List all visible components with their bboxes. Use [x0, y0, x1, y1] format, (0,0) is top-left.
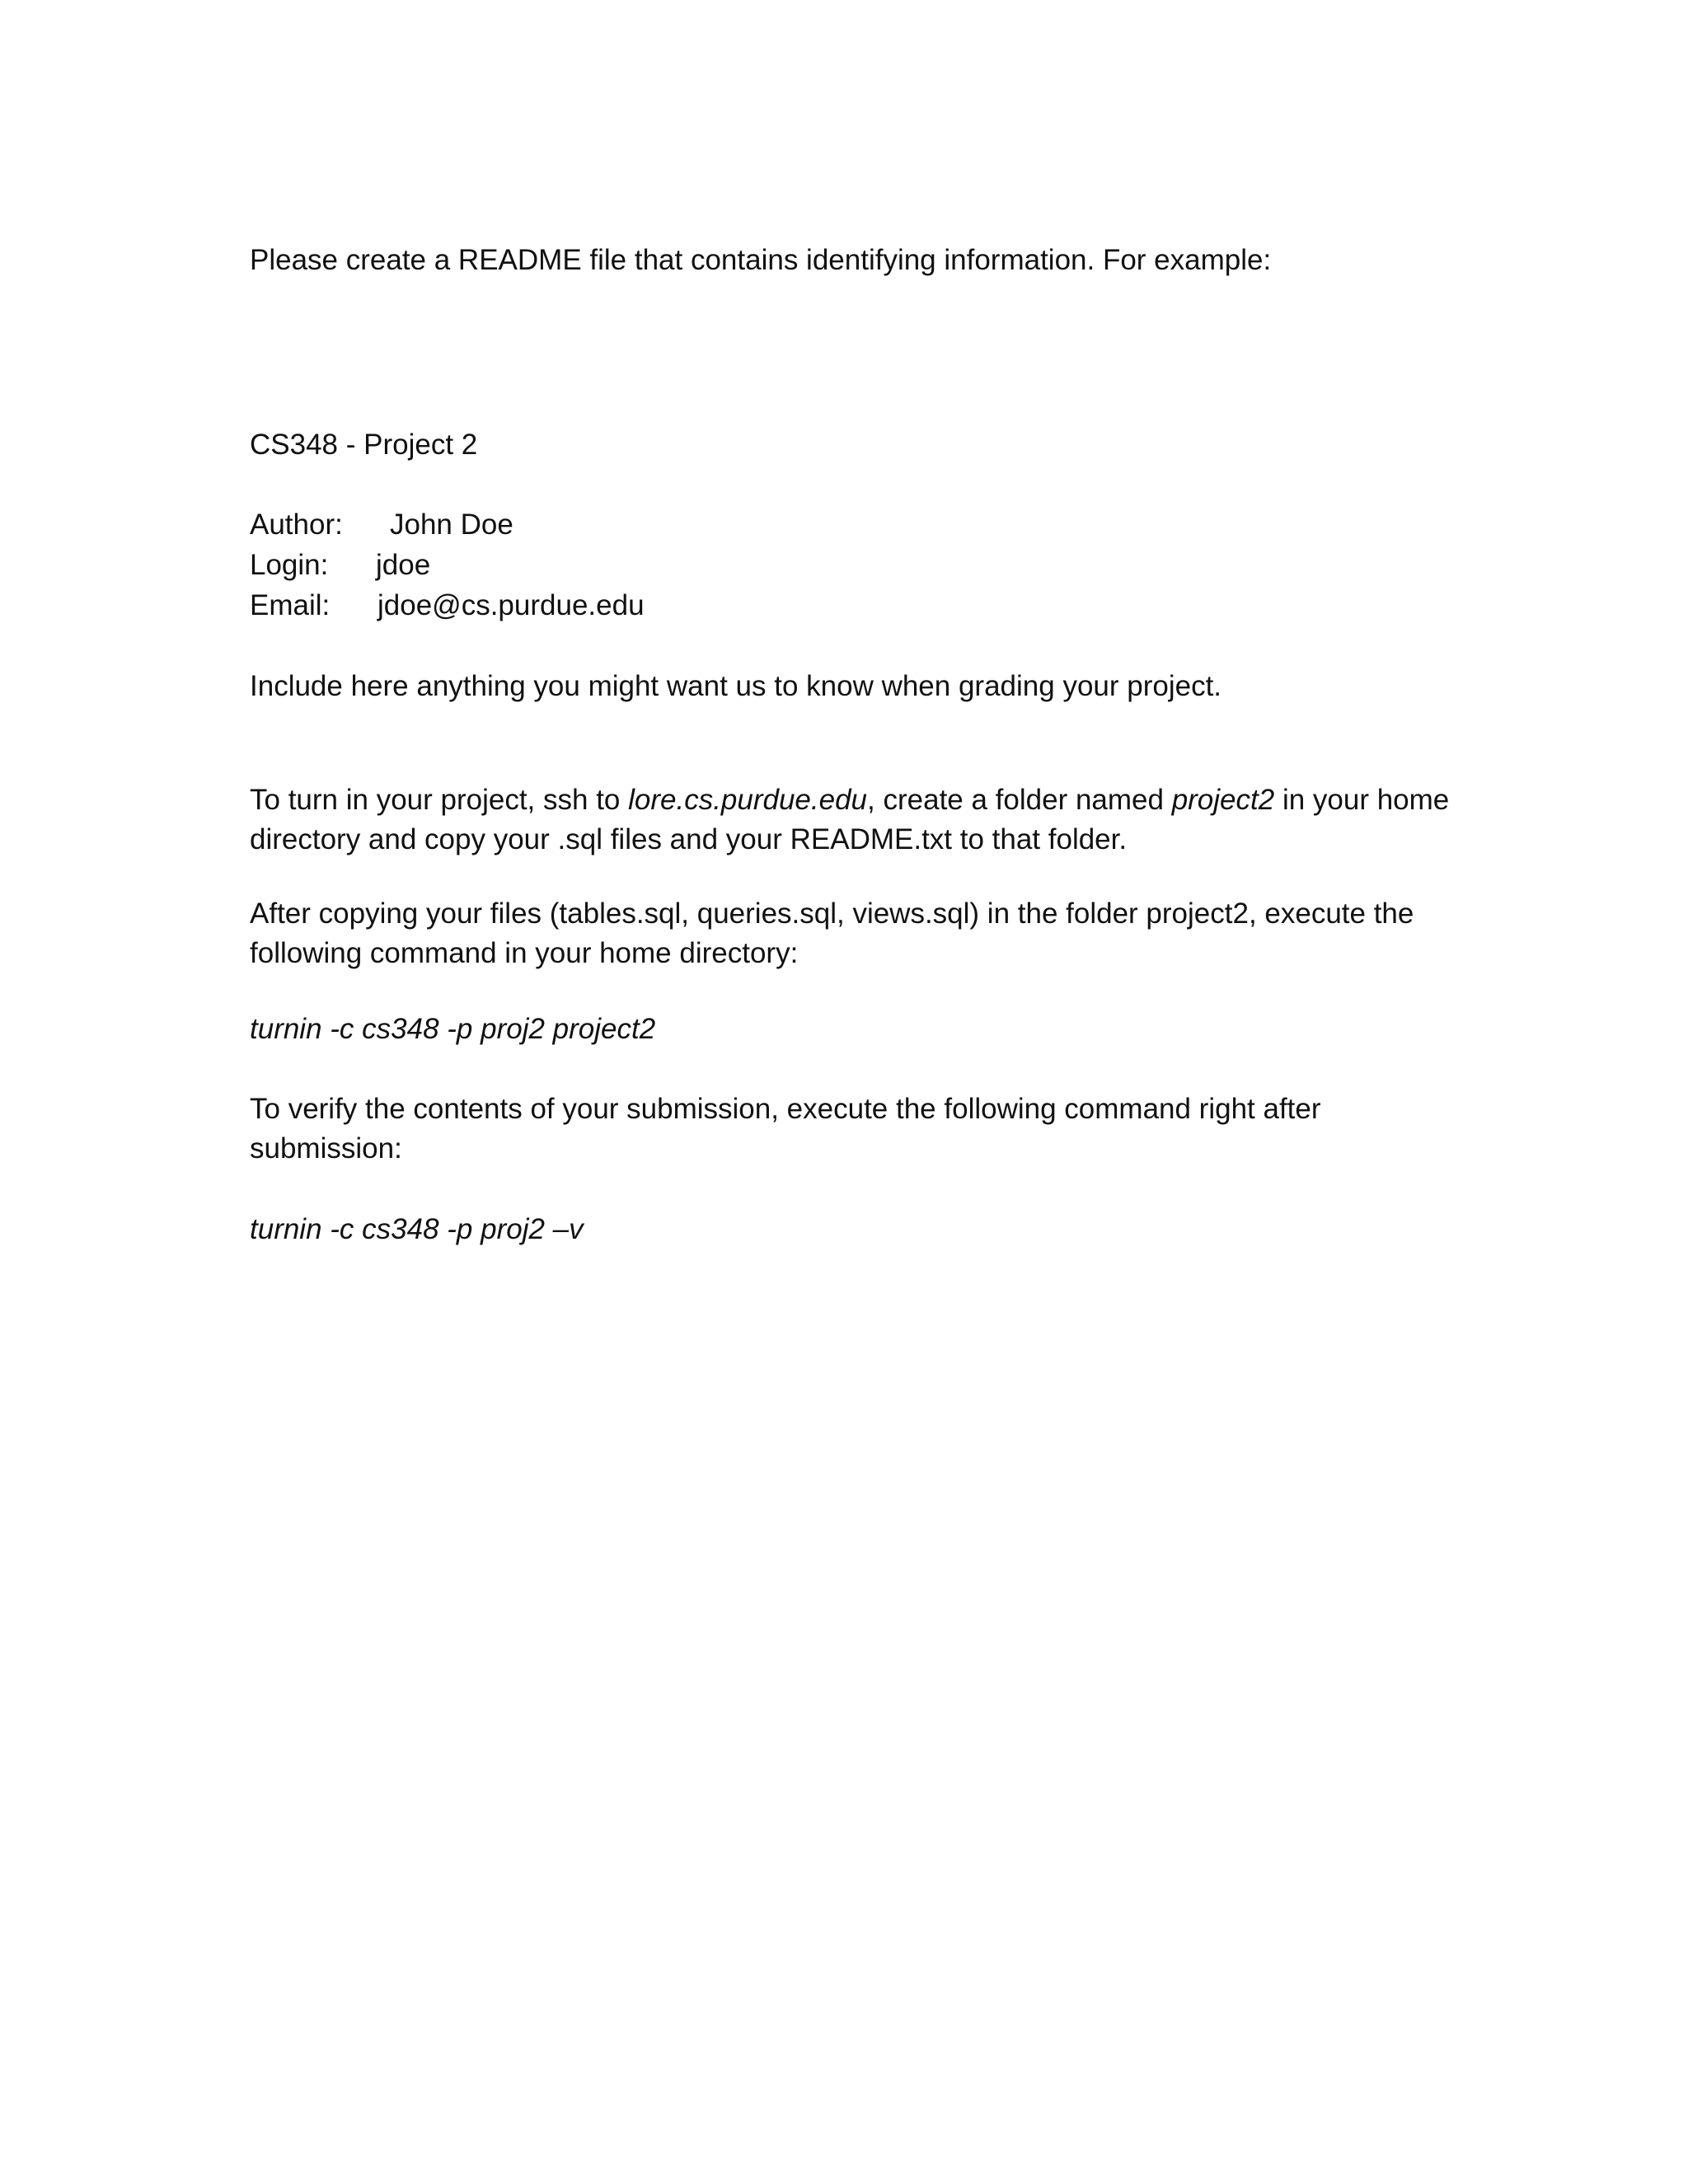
host-name: lore.cs.purdue.edu — [628, 784, 868, 816]
intro-text: Please create a README file that contains identifying information. For example: — [250, 244, 1272, 276]
login-value: jdoe — [376, 549, 431, 581]
turn-in-text-3: in your home directory and copy your .sql files and your README.txt to that folder. — [250, 784, 1450, 855]
author-value: John Doe — [390, 509, 513, 541]
email-line — [250, 586, 645, 626]
verify-paragraph: To verify the contents of your submission, execute the following command right after submission: — [250, 1093, 1321, 1165]
author-line — [250, 505, 513, 545]
turn-in-text-2: , create a folder named — [867, 784, 1172, 816]
turn-in-text-1: To turn in your project, ssh to — [250, 784, 629, 816]
login-label: Login: — [250, 549, 329, 581]
verify-command: turnin -c cs348 -p proj2 –v — [250, 1213, 584, 1245]
copy-files-paragraph: After copying your files (tables.sql, queries.sql, views.sql) in the folder project2, execute the following command in your home directory: — [250, 898, 1414, 969]
turnin-command: turnin -c cs348 -p proj2 project2 — [250, 1013, 656, 1045]
grading-note: Include here anything you might want us to know when grading your project. — [250, 670, 1222, 702]
folder-name: project2 — [1171, 784, 1275, 816]
example-title: CS348 - Project 2 — [250, 429, 478, 461]
turn-in-paragraph — [250, 780, 1453, 860]
email-value: jdoe@cs.purdue.edu — [377, 589, 645, 621]
email-label: Email: — [250, 589, 331, 621]
author-label: Author: — [250, 509, 343, 541]
login-line — [250, 546, 430, 585]
